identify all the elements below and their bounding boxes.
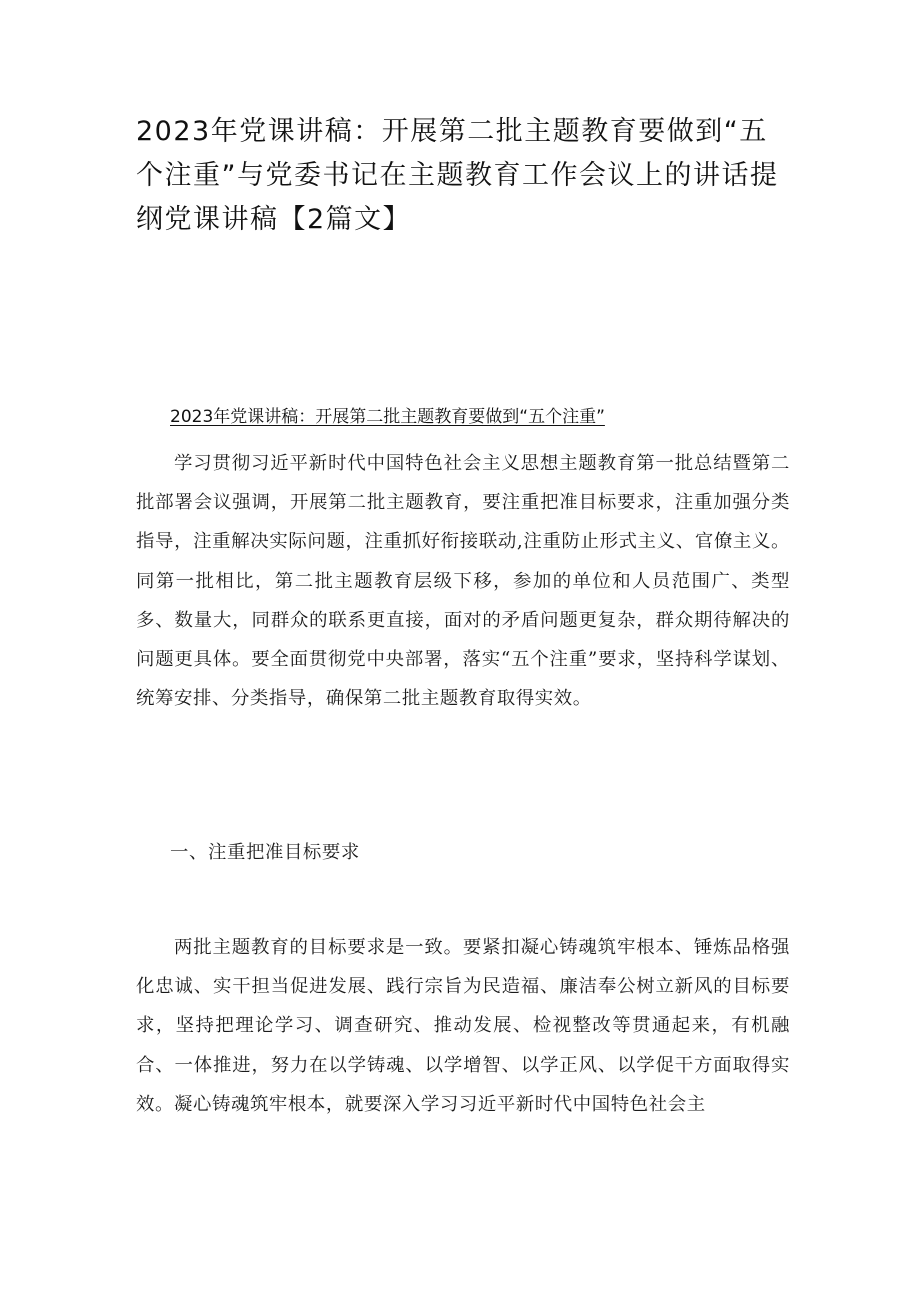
heading-first-point: 一、注重把准目标要求 [170, 842, 360, 863]
section-title: 2023年党课讲稿：开展第二批主题教育要做到“五个注重” [170, 407, 605, 427]
paragraph-goals: 两批主题教育的目标要求是一致。要紧扣凝心铸魂筑牢根本、锤炼品格强化忠诚、实干担当促进发展、践行宗旨为民造福、廉洁奉公树立新风的目标要求，坚持把理论学习、调查研究、推动发展、检视整改等贯通起来，有机融合、一体推进，努力在以学铸魂、以学增智、以学正风、以学促干方面取得实效。凝心铸魂筑牢根本，就要深入学习习近平新时代中国特色社会主 [136, 937, 790, 1115]
document-title: 2023年党课讲稿：开展第二批主题教育要做到“五个注重”与党委书记在主题教育工作会议上的讲话提纲党课讲稿【2篇文】 [136, 116, 779, 235]
paragraph-intro: 学习贯彻习近平新时代中国特色社会主义思想主题教育第一批总结暨第二批部署会议强调，开展第二批主题教育，要注重把准目标要求，注重加强分类指导，注重解决实际问题，注重抓好衔接联动,注重防止形式主义、官僚主义。同第一批相比，第二批主题教育层级下移，参加的单位和人员范围广、类型多、数量大，同群众的联系更直接，面对的矛盾问题更复杂，群众期待解决的问题更具体。要全面贯彻党中央部署，落实“五个注重”要求，坚持科学谋划、统筹安排、分类指导，确保第二批主题教育取得实效。 [136, 453, 790, 710]
